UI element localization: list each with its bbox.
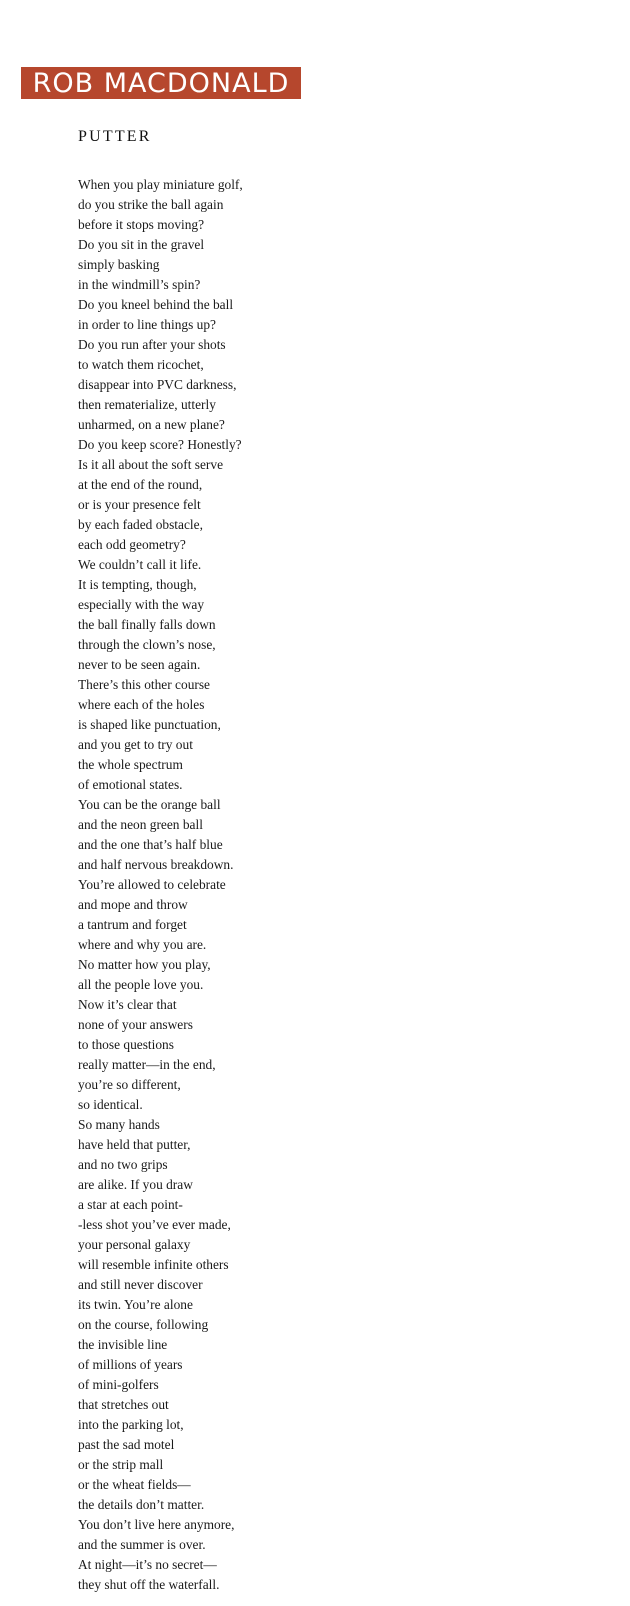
poem-line: So many hands xyxy=(78,1117,160,1132)
poem-line: its twin. You’re alone xyxy=(78,1297,193,1312)
poem-line: none of your answers xyxy=(78,1017,193,1032)
poem-line: simply basking xyxy=(78,257,160,272)
poem-line: all the people love you. xyxy=(78,977,204,992)
poem-line: and the one that’s half blue xyxy=(78,837,223,852)
poem-line: do you strike the ball again xyxy=(78,197,224,212)
poem-line: and you get to try out xyxy=(78,737,193,752)
poem-line: No matter how you play, xyxy=(78,957,211,972)
poem-line: We couldn’t call it life. xyxy=(78,557,202,572)
poem-line: is shaped like punctuation, xyxy=(78,717,221,732)
poem-line: the ball finally falls down xyxy=(78,617,216,632)
poem-line: or is your presence felt xyxy=(78,497,201,512)
site-logo-link[interactable] xyxy=(21,67,301,99)
poem-line: and no two grips xyxy=(78,1157,168,1172)
poem-line: and still never discover xyxy=(78,1277,203,1292)
poem-line: and half nervous breakdown. xyxy=(78,857,234,872)
poem-line: the invisible line xyxy=(78,1337,168,1352)
poem-line: You’re allowed to celebrate xyxy=(78,877,226,892)
poem-line: in order to line things up? xyxy=(78,317,216,332)
poem-body xyxy=(78,175,243,1595)
poem-line: of mini-golfers xyxy=(78,1377,159,1392)
poem-line: -less shot you’ve ever made, xyxy=(78,1217,231,1232)
poem-line: At night—it’s no secret— xyxy=(78,1557,217,1572)
poem-line: to watch them ricochet, xyxy=(78,357,204,372)
poem-line: you’re so different, xyxy=(78,1077,181,1092)
poem-line: by each faded obstacle, xyxy=(78,517,203,532)
poem-line: a star at each point- xyxy=(78,1197,183,1212)
poem-line: Do you run after your shots xyxy=(78,337,226,352)
poem-line: Now it’s clear that xyxy=(78,997,177,1012)
poem-line: and the neon green ball xyxy=(78,817,203,832)
poem-line: the whole spectrum xyxy=(78,757,183,772)
poem-line: your personal galaxy xyxy=(78,1237,191,1252)
poem-line: disappear into PVC darkness, xyxy=(78,377,237,392)
poem-line: have held that putter, xyxy=(78,1137,191,1152)
poem-line: in the windmill’s spin? xyxy=(78,277,201,292)
poem-line: There’s this other course xyxy=(78,677,211,692)
poem-line: are alike. If you draw xyxy=(78,1177,193,1192)
poem-line: of emotional states. xyxy=(78,777,183,792)
poem-line: When you play miniature golf, xyxy=(78,177,243,192)
poem-line: will resemble infinite others xyxy=(78,1257,229,1272)
poem-line: unharmed, on a new plane? xyxy=(78,417,225,432)
poem-line: then rematerialize, utterly xyxy=(78,397,216,412)
poem-line: that stretches out xyxy=(78,1397,169,1412)
poem-line: You don’t live here anymore, xyxy=(78,1517,235,1532)
poem-line: You can be the orange ball xyxy=(78,797,221,812)
poem-line: where and why you are. xyxy=(78,937,207,952)
poem-line: or the wheat fields— xyxy=(78,1477,191,1492)
poem-line: through the clown’s nose, xyxy=(78,637,216,652)
poem-title: PUTTER xyxy=(78,128,152,145)
logo-text: ROB MACDONALD xyxy=(32,67,290,99)
poem-line: Do you keep score? Honestly? xyxy=(78,437,242,452)
poem-line: into the parking lot, xyxy=(78,1417,184,1432)
poem-line: or the strip mall xyxy=(78,1457,164,1472)
poem-line: really matter—in the end, xyxy=(78,1057,216,1072)
poem-line: to those questions xyxy=(78,1037,174,1052)
poem-line: It is tempting, though, xyxy=(78,577,197,592)
poem-line: they shut off the waterfall. xyxy=(78,1577,220,1592)
poem-line: especially with the way xyxy=(78,597,205,612)
poem-line: Is it all about the soft serve xyxy=(78,457,224,472)
poem-line: on the course, following xyxy=(78,1317,209,1332)
poem-line: each odd geometry? xyxy=(78,537,186,552)
poem-line: past the sad motel xyxy=(78,1437,175,1452)
poem-line: never to be seen again. xyxy=(78,657,201,672)
poem-line: so identical. xyxy=(78,1097,143,1112)
poem-line: Do you sit in the gravel xyxy=(78,237,205,252)
poem-line: of millions of years xyxy=(78,1357,183,1372)
poem-line: the details don’t matter. xyxy=(78,1497,205,1512)
poem-line: where each of the holes xyxy=(78,697,205,712)
poem-line: and mope and throw xyxy=(78,897,188,912)
poem-line: at the end of the round, xyxy=(78,477,203,492)
poem-line: Do you kneel behind the ball xyxy=(78,297,234,312)
poem-line: before it stops moving? xyxy=(78,217,205,232)
poem-line: a tantrum and forget xyxy=(78,917,187,932)
poem-line: and the summer is over. xyxy=(78,1537,206,1552)
